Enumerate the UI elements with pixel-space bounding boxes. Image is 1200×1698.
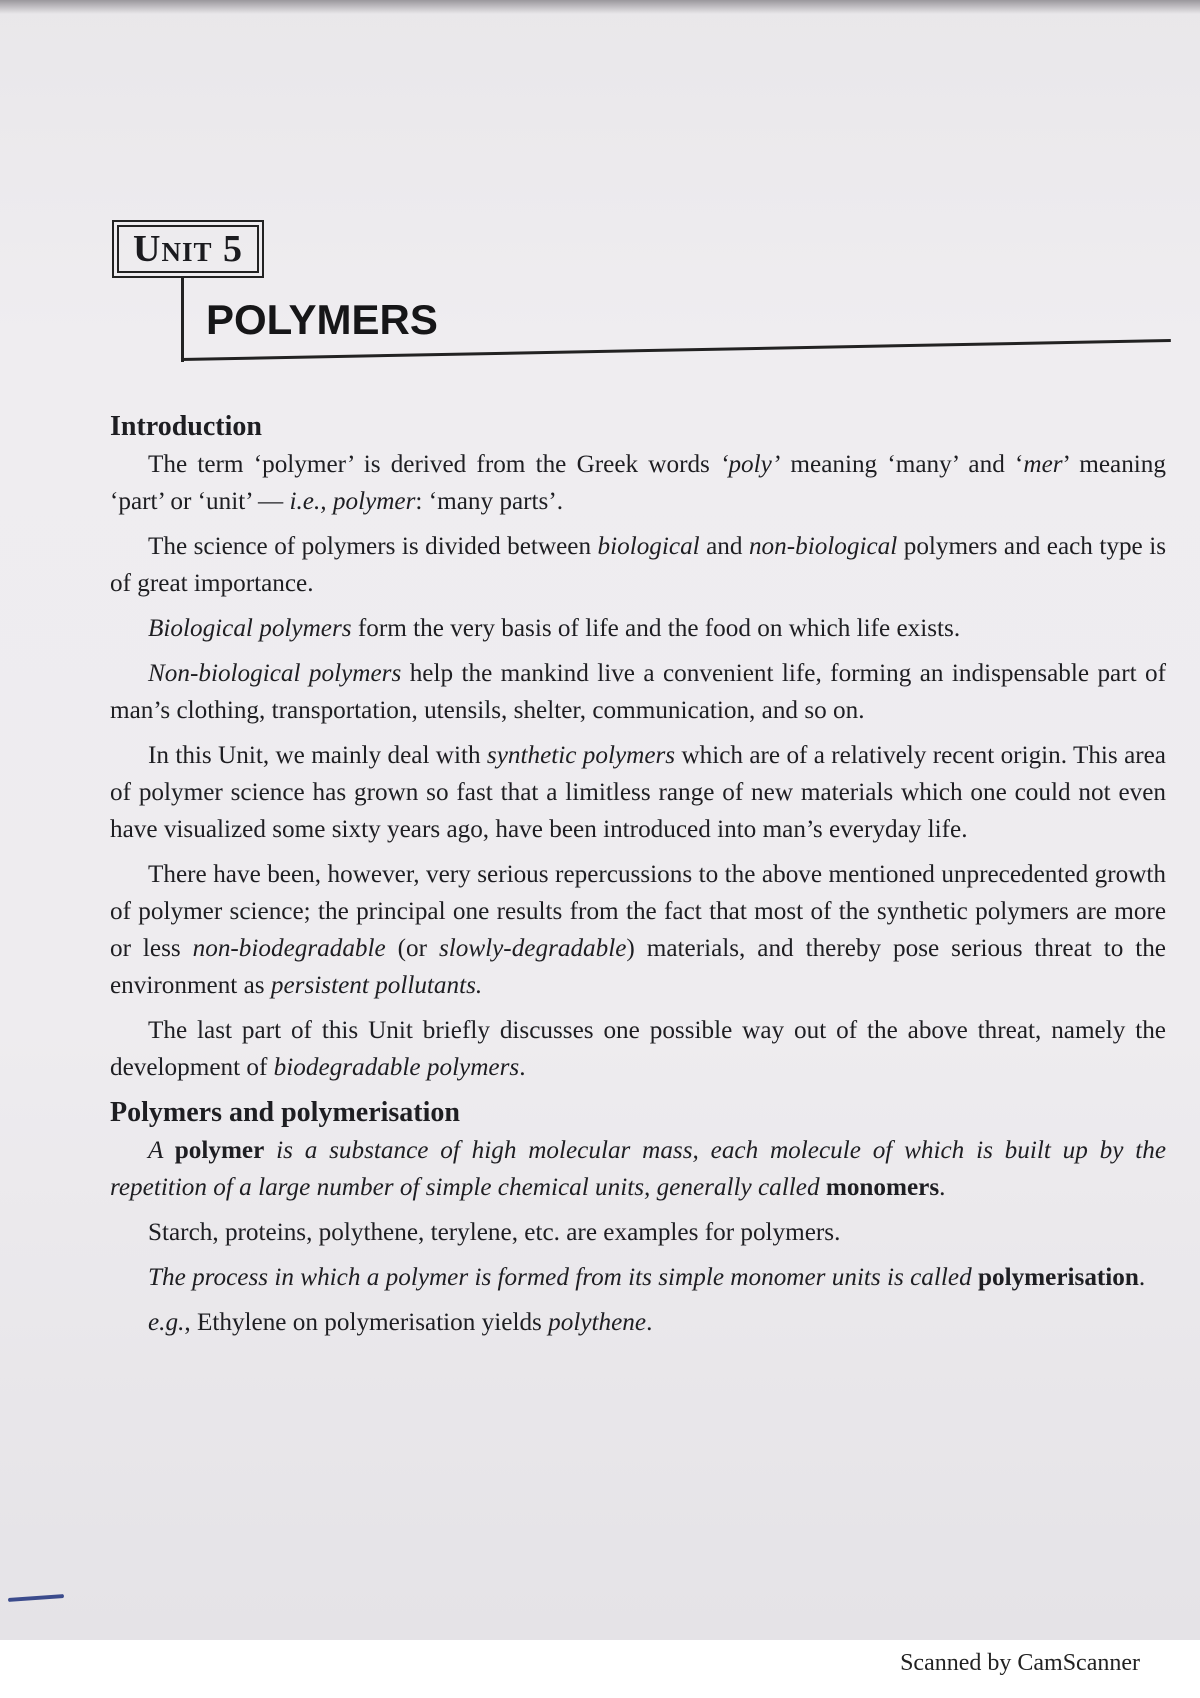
paragraph-examples: Starch, proteins, polythene, terylene, etc. are examples for polymers.: [148, 1219, 841, 1246]
page-edge-shadow: [0, 0, 1200, 14]
unit-rule-vertical: [181, 276, 184, 362]
section-heading-introduction: Introduction: [110, 411, 262, 442]
paragraph-polymer-definition: A polymer is a substance of high molecular mass, each molecule of which is built up by the repetition of a large number of simple chemical units, generally called monomers.: [110, 1137, 1167, 1201]
chapter-title: POLYMERS: [206, 296, 438, 343]
scanner-watermark: Scanned by CamScanner: [900, 1650, 1140, 1676]
paragraph-greek-origin: The term ‘polymer’ is derived from the Greek words ‘poly’ meaning ‘many’ and ‘mer’ meaning ‘part’ or ‘unit’ — i.e., polymer: ‘many parts’.: [110, 451, 1166, 515]
paragraph-biodegradable: The last part of this Unit briefly discusses one possible way out of the above threat, namely the development of biodegradable polymers.: [110, 1017, 1166, 1081]
section-heading-polymerisation: Polymers and polymerisation: [110, 1097, 460, 1128]
paragraph-biological: Biological polymers form the very basis of life and the food on which life exists.: [148, 615, 961, 642]
page-body: [110, 408, 1166, 1349]
unit-label-box: [112, 220, 264, 278]
pen-mark: [8, 1594, 64, 1602]
paragraph-ethylene-example: e.g., Ethylene on polymerisation yields polythene.: [148, 1309, 653, 1336]
paragraph-non-biological: Non-biological polymers help the mankind live a convenient life, forming an indispensable part of man’s clothing, transportation, utensils, shelter, communication, and so on.: [110, 660, 1166, 724]
paragraph-polymerisation-definition: The process in which a polymer is formed from its simple monomer units is called polymerisation.: [148, 1264, 1146, 1291]
unit-label: Unit 5: [133, 228, 243, 270]
paragraph-synthetic: In this Unit, we mainly deal with synthetic polymers which are of a relatively recent origin. This area of polymer science has grown so fast that a limitless range of new materials which one could not even have visualized some sixty years ago, have been introduced into man’s everyday life.: [110, 742, 1166, 843]
paragraph-repercussions: There have been, however, very serious repercussions to the above mentioned unprecedented growth of polymer science; the principal one results from the fact that most of the synthetic polymers are more or less non-biodegradable (or slowly-degradable) materials, and thereby pose serious threat to the environment as persistent pollutants.: [110, 861, 1166, 999]
paragraph-science-divided: The science of polymers is divided between biological and non-biological polymers and each type is of great importance.: [110, 533, 1166, 597]
